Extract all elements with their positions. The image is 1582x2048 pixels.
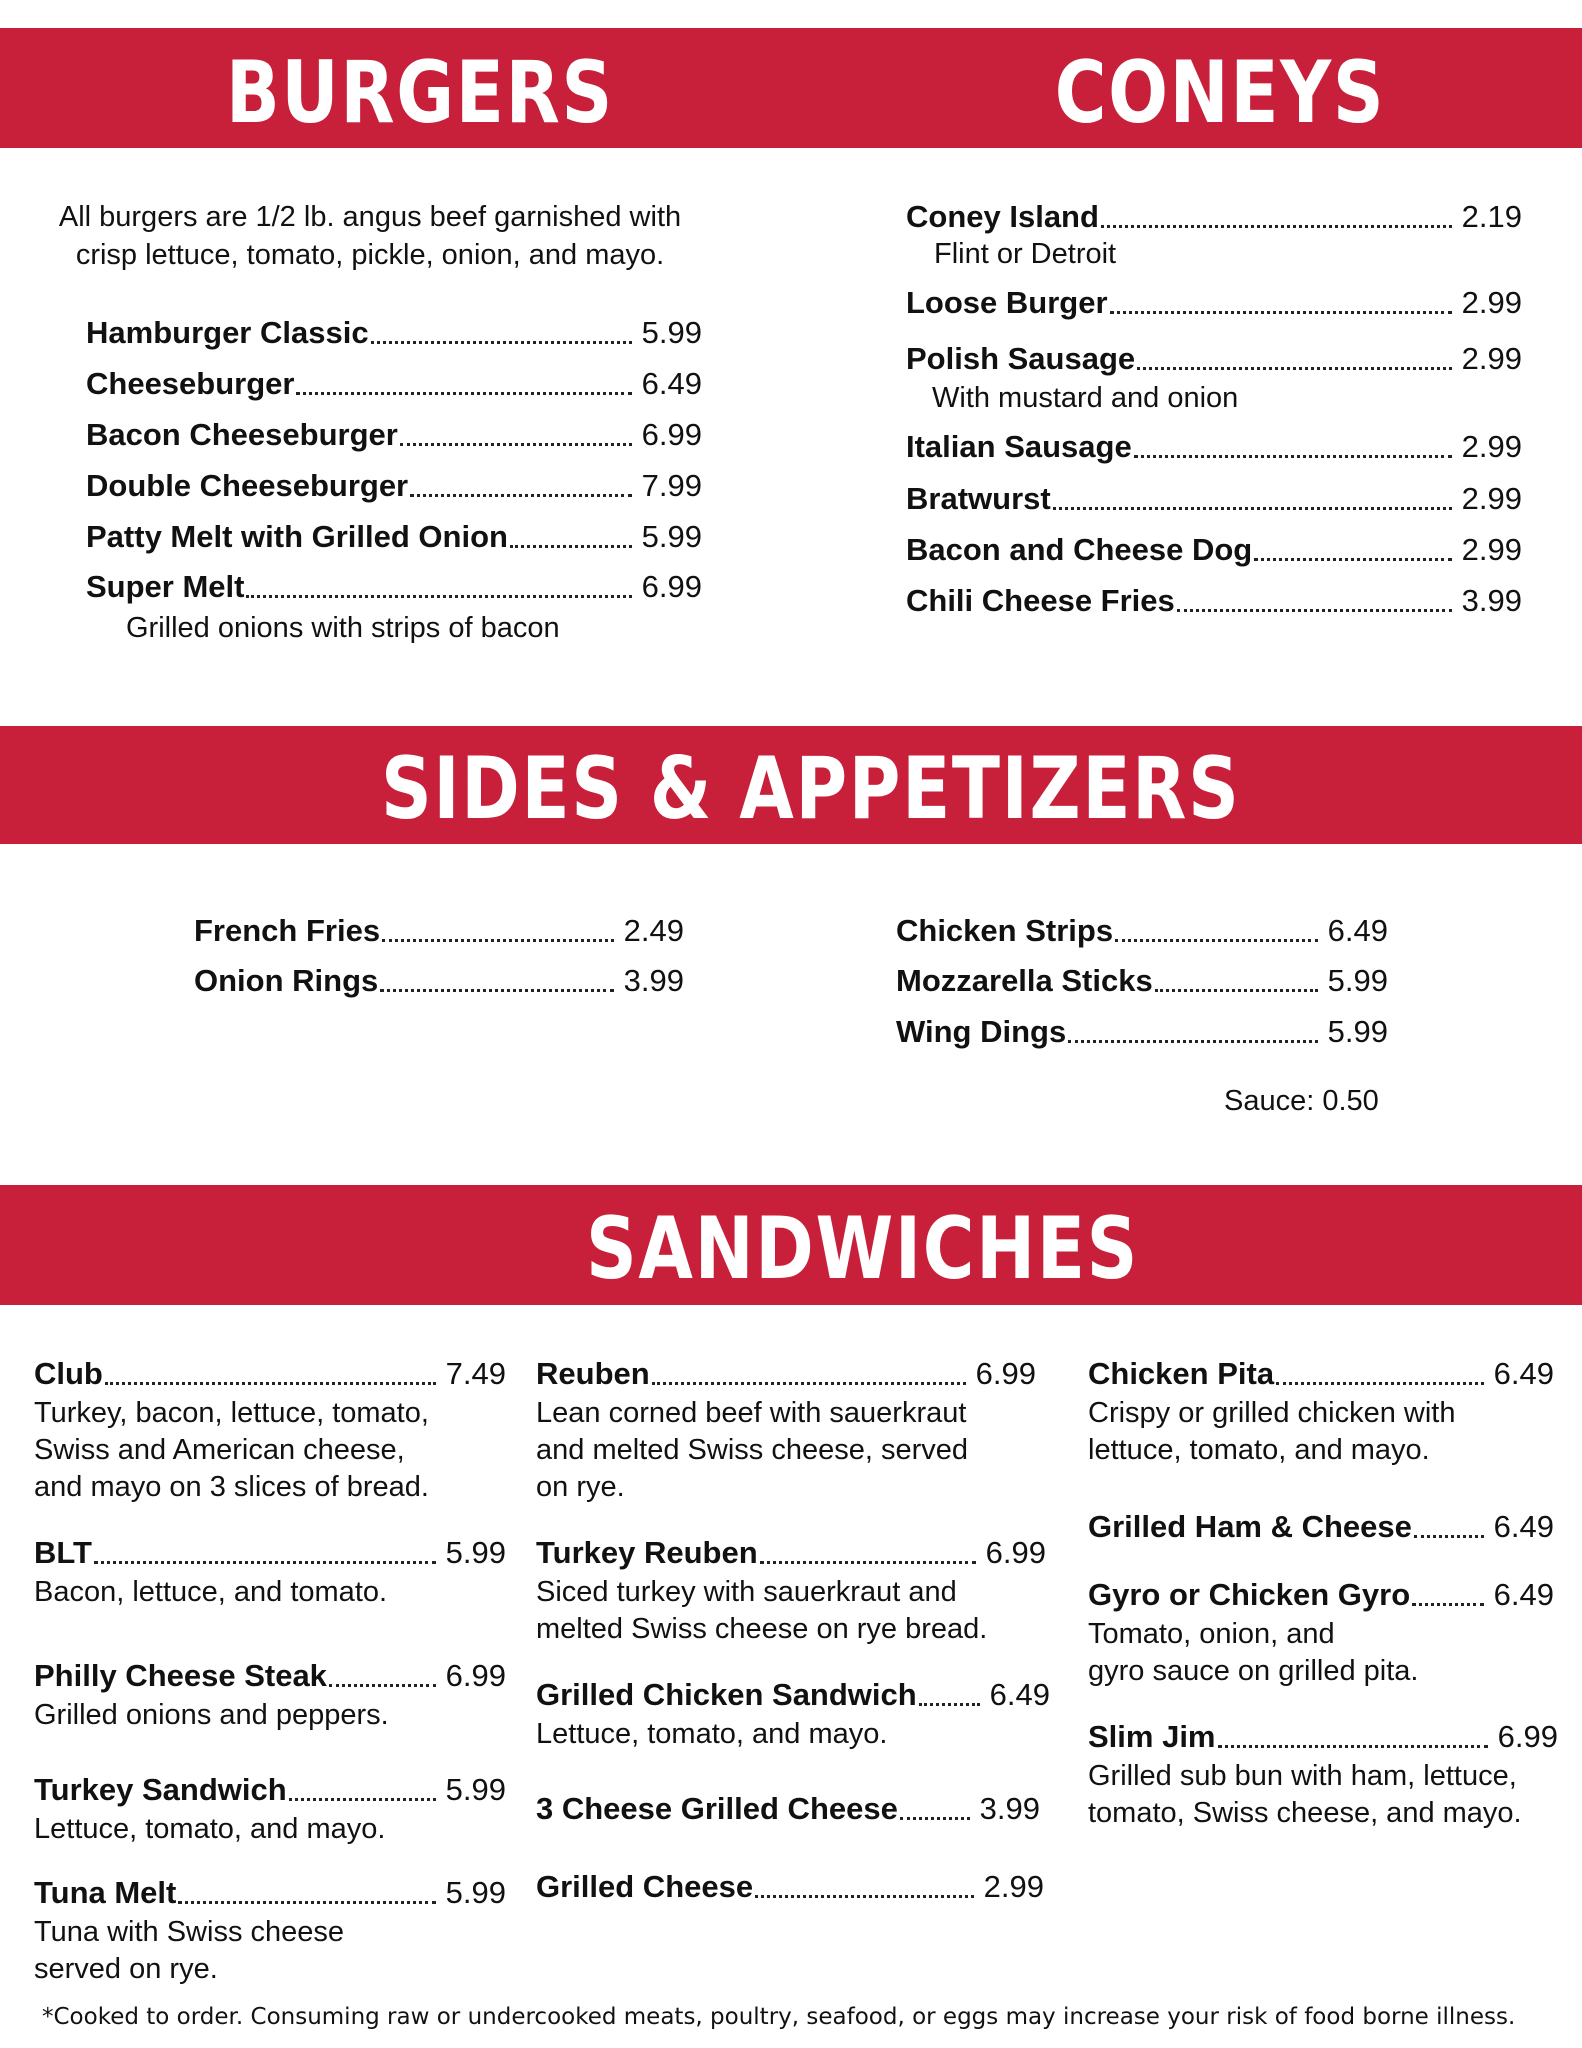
burgers-heading: BURGERS [226,43,614,143]
dot-leader [410,494,632,497]
item-description: Grilled onions with strips of bacon [126,612,560,644]
dot-leader [1276,1382,1484,1385]
item-description [34,1574,387,1611]
item-name: Tuna Melt [34,1875,177,1910]
item-price: 6.49 [1327,913,1388,948]
description-line: Grilled onions and peppers. [34,1699,389,1731]
menu-item-philly-cheese-steak [34,1657,506,1694]
item-name: Super Melt [86,569,245,604]
dot-leader [178,1901,435,1904]
menu-item-onion-rings [194,962,684,999]
menu-item-bacon-cheeseburger [86,416,702,453]
item-price: 2.19 [1461,199,1522,234]
item-name: Philly Cheese Steak [34,1658,327,1693]
menu-item-chicken-strips [896,912,1388,949]
sandwiches-heading: SANDWICHES [586,1199,1140,1299]
item-name: Cheeseburger [86,366,295,401]
item-price: 5.99 [641,519,702,554]
item-description [34,1395,429,1506]
description-line: Turkey, bacon, lettuce, tomato, [34,1397,429,1429]
item-name: Slim Jim [1088,1719,1216,1754]
item-name: Club [34,1356,103,1391]
dot-leader [400,443,632,446]
item-name: Grilled Cheese [536,1869,754,1904]
item-price: 5.99 [445,1875,506,1910]
dot-leader [105,1382,436,1385]
item-price: 2.99 [1461,341,1522,376]
menu-item-chicken-pita [1088,1355,1554,1392]
burgers-intro-line-2: crisp lettuce, tomato, pickle, onion, and mayo. [75,239,665,271]
description-line: Crispy or grilled chicken with [1088,1397,1456,1429]
dot-leader [510,545,632,548]
item-price: 2.99 [1461,285,1522,320]
item-price: 3.99 [623,963,684,998]
item-price: 6.99 [1497,1719,1558,1754]
menu-item-grilled-chicken-sandwich [536,1676,1050,1713]
menu-item-turkey-sandwich [34,1771,506,1808]
description-line: Swiss and American cheese, [34,1434,405,1466]
dot-leader [1101,225,1452,228]
item-price: 6.49 [1493,1356,1554,1391]
item-name: Mozzarella Sticks [896,963,1153,998]
description-line: Bacon, lettuce, and tomato. [34,1576,388,1608]
item-price: 6.99 [641,569,702,604]
dot-leader [919,1703,980,1706]
item-name: Bacon and Cheese Dog [906,532,1253,567]
item-name: BLT [34,1535,92,1570]
item-price: 3.99 [1461,583,1522,618]
item-description [536,1395,968,1506]
item-price: 5.99 [1327,963,1388,998]
menu-item-bacon-cheese-dog [906,531,1522,568]
item-price: 6.99 [445,1658,506,1693]
item-price: 6.49 [641,366,702,401]
item-name: Grilled Ham & Cheese [1088,1509,1412,1544]
menu-item-loose-burger [906,284,1522,321]
dot-leader [371,341,632,344]
description-line: Lean corned beef with sauerkraut [536,1397,967,1429]
item-price: 5.99 [445,1535,506,1570]
item-name: Double Cheeseburger [86,468,409,503]
dot-leader [1134,455,1452,458]
menu-item-wing-dings [896,1013,1388,1050]
dot-leader [1218,1745,1488,1748]
item-price: 6.99 [975,1356,1036,1391]
burgers-intro-line-1: All burgers are 1/2 lb. angus beef garnished with [58,201,682,233]
menu-item-super-melt [86,568,702,605]
description-line: Siced turkey with sauerkraut and [536,1576,957,1608]
item-description [1088,1395,1455,1469]
item-name: Reuben [536,1356,650,1391]
dot-leader [1414,1535,1484,1538]
item-price: 2.99 [1461,481,1522,516]
item-price: 2.49 [623,913,684,948]
item-name: Turkey Reuben [536,1535,758,1570]
item-price: 6.49 [1493,1509,1554,1544]
menu-item-3-cheese-grilled-cheese [536,1790,1040,1827]
item-name: Patty Melt with Grilled Onion [86,519,508,554]
item-name: Coney Island [906,199,1099,234]
dot-leader [1053,507,1452,510]
menu-item-mozzarella-sticks [896,962,1388,999]
item-price: 6.49 [989,1677,1050,1712]
item-description: Flint or Detroit [934,238,1117,270]
dot-leader [1068,1040,1317,1043]
coneys-heading: CONEYS [1054,43,1386,143]
menu-item-italian-sausage [906,428,1522,465]
dot-leader [760,1561,976,1564]
dot-leader [1254,558,1451,561]
menu-item-coney-island [906,198,1522,235]
item-price: 5.99 [641,315,702,350]
dot-leader [329,1684,436,1687]
dot-leader [1155,989,1318,992]
item-name: Onion Rings [194,963,379,998]
item-price: 2.99 [1461,429,1522,464]
item-name: Wing Dings [896,1014,1067,1049]
dot-leader [755,1895,974,1898]
dot-leader [246,595,631,598]
item-description: With mustard and onion [932,382,1239,414]
menu-item-turkey-reuben [536,1534,1046,1571]
item-name: Turkey Sandwich [34,1772,287,1807]
description-line: served on rye. [34,1953,218,1985]
menu-item-tuna-melt [34,1874,506,1911]
item-description [1088,1758,1522,1832]
item-price: 3.99 [979,1791,1040,1826]
dot-leader [1177,609,1452,612]
menu-item-double-cheeseburger [86,467,702,504]
dot-leader [1115,939,1318,942]
item-price: 2.99 [1461,532,1522,567]
description-line: and mayo on 3 slices of bread. [34,1471,429,1503]
item-name: Hamburger Classic [86,315,369,350]
item-name: Chili Cheese Fries [906,583,1175,618]
item-price: 7.49 [445,1356,506,1391]
item-name: Bacon Cheeseburger [86,417,398,452]
dot-leader [289,1798,436,1801]
item-name: Polish Sausage [906,341,1136,376]
description-line: Tuna with Swiss cheese [34,1916,345,1948]
dot-leader [296,392,631,395]
menu-item-gyro [1088,1576,1554,1613]
description-line: on rye. [536,1471,625,1503]
item-price: 7.99 [641,468,702,503]
dot-leader [1412,1603,1484,1606]
menu-item-slim-jim [1088,1718,1558,1755]
item-description [34,1811,385,1848]
menu-item-blt [34,1534,506,1571]
dot-leader [380,989,613,992]
item-description [1088,1616,1418,1690]
item-description [536,1716,887,1753]
description-line: Lettuce, tomato, and mayo. [34,1813,386,1845]
description-line: Tomato, onion, and [1088,1618,1335,1650]
item-price: 6.49 [1493,1577,1554,1612]
menu-item-bratwurst [906,480,1522,517]
menu-item-chili-cheese-fries [906,582,1522,619]
dot-leader [652,1382,966,1385]
description-line: melted Swiss cheese on rye bread. [536,1613,988,1645]
description-line: Grilled sub bun with ham, lettuce, [1088,1760,1517,1792]
description-line: gyro sauce on grilled pita. [1088,1655,1419,1687]
item-name: Chicken Pita [1088,1356,1275,1391]
menu-item-grilled-cheese [536,1868,1044,1905]
description-line: lettuce, tomato, and mayo. [1088,1434,1430,1466]
menu-item-french-fries [194,912,684,949]
item-price: 6.99 [641,417,702,452]
item-name: 3 Cheese Grilled Cheese [536,1791,898,1826]
item-name: French Fries [194,913,381,948]
item-description [536,1574,987,1648]
health-footnote: *Cooked to order. Consuming raw or undercooked meats, poultry, seafood, or eggs may increase your risk of food borne illness. [42,2004,1516,2030]
item-name: Loose Burger [906,285,1108,320]
menu-item-polish-sausage [906,340,1522,377]
item-name: Bratwurst [906,481,1051,516]
sides-heading: SIDES & APPETIZERS [381,739,1241,839]
menu-item-reuben [536,1355,1036,1392]
item-price: 2.99 [983,1869,1044,1904]
sauce-note: Sauce: 0.50 [1224,1085,1379,1117]
menu-item-patty-melt [86,518,702,555]
dot-leader [1137,367,1452,370]
item-price: 5.99 [1327,1014,1388,1049]
description-line: tomato, Swiss cheese, and mayo. [1088,1797,1522,1829]
menu-item-cheeseburger [86,365,702,402]
item-name: Gyro or Chicken Gyro [1088,1577,1411,1612]
description-line: and melted Swiss cheese, served [536,1434,968,1466]
menu-item-hamburger-classic [86,314,702,351]
dot-leader [1110,311,1452,314]
item-name: Grilled Chicken Sandwich [536,1677,917,1712]
item-description [34,1914,344,1988]
dot-leader [94,1561,436,1564]
item-description [34,1697,389,1734]
description-line: Lettuce, tomato, and mayo. [536,1718,888,1750]
menu-item-grilled-ham-cheese [1088,1508,1554,1545]
item-price: 6.99 [985,1535,1046,1570]
burgers-intro [40,198,700,274]
item-price: 5.99 [445,1772,506,1807]
dot-leader [900,1817,970,1820]
item-name: Chicken Strips [896,913,1114,948]
item-name: Italian Sausage [906,429,1132,464]
dot-leader [382,939,614,942]
menu-item-club [34,1355,506,1392]
